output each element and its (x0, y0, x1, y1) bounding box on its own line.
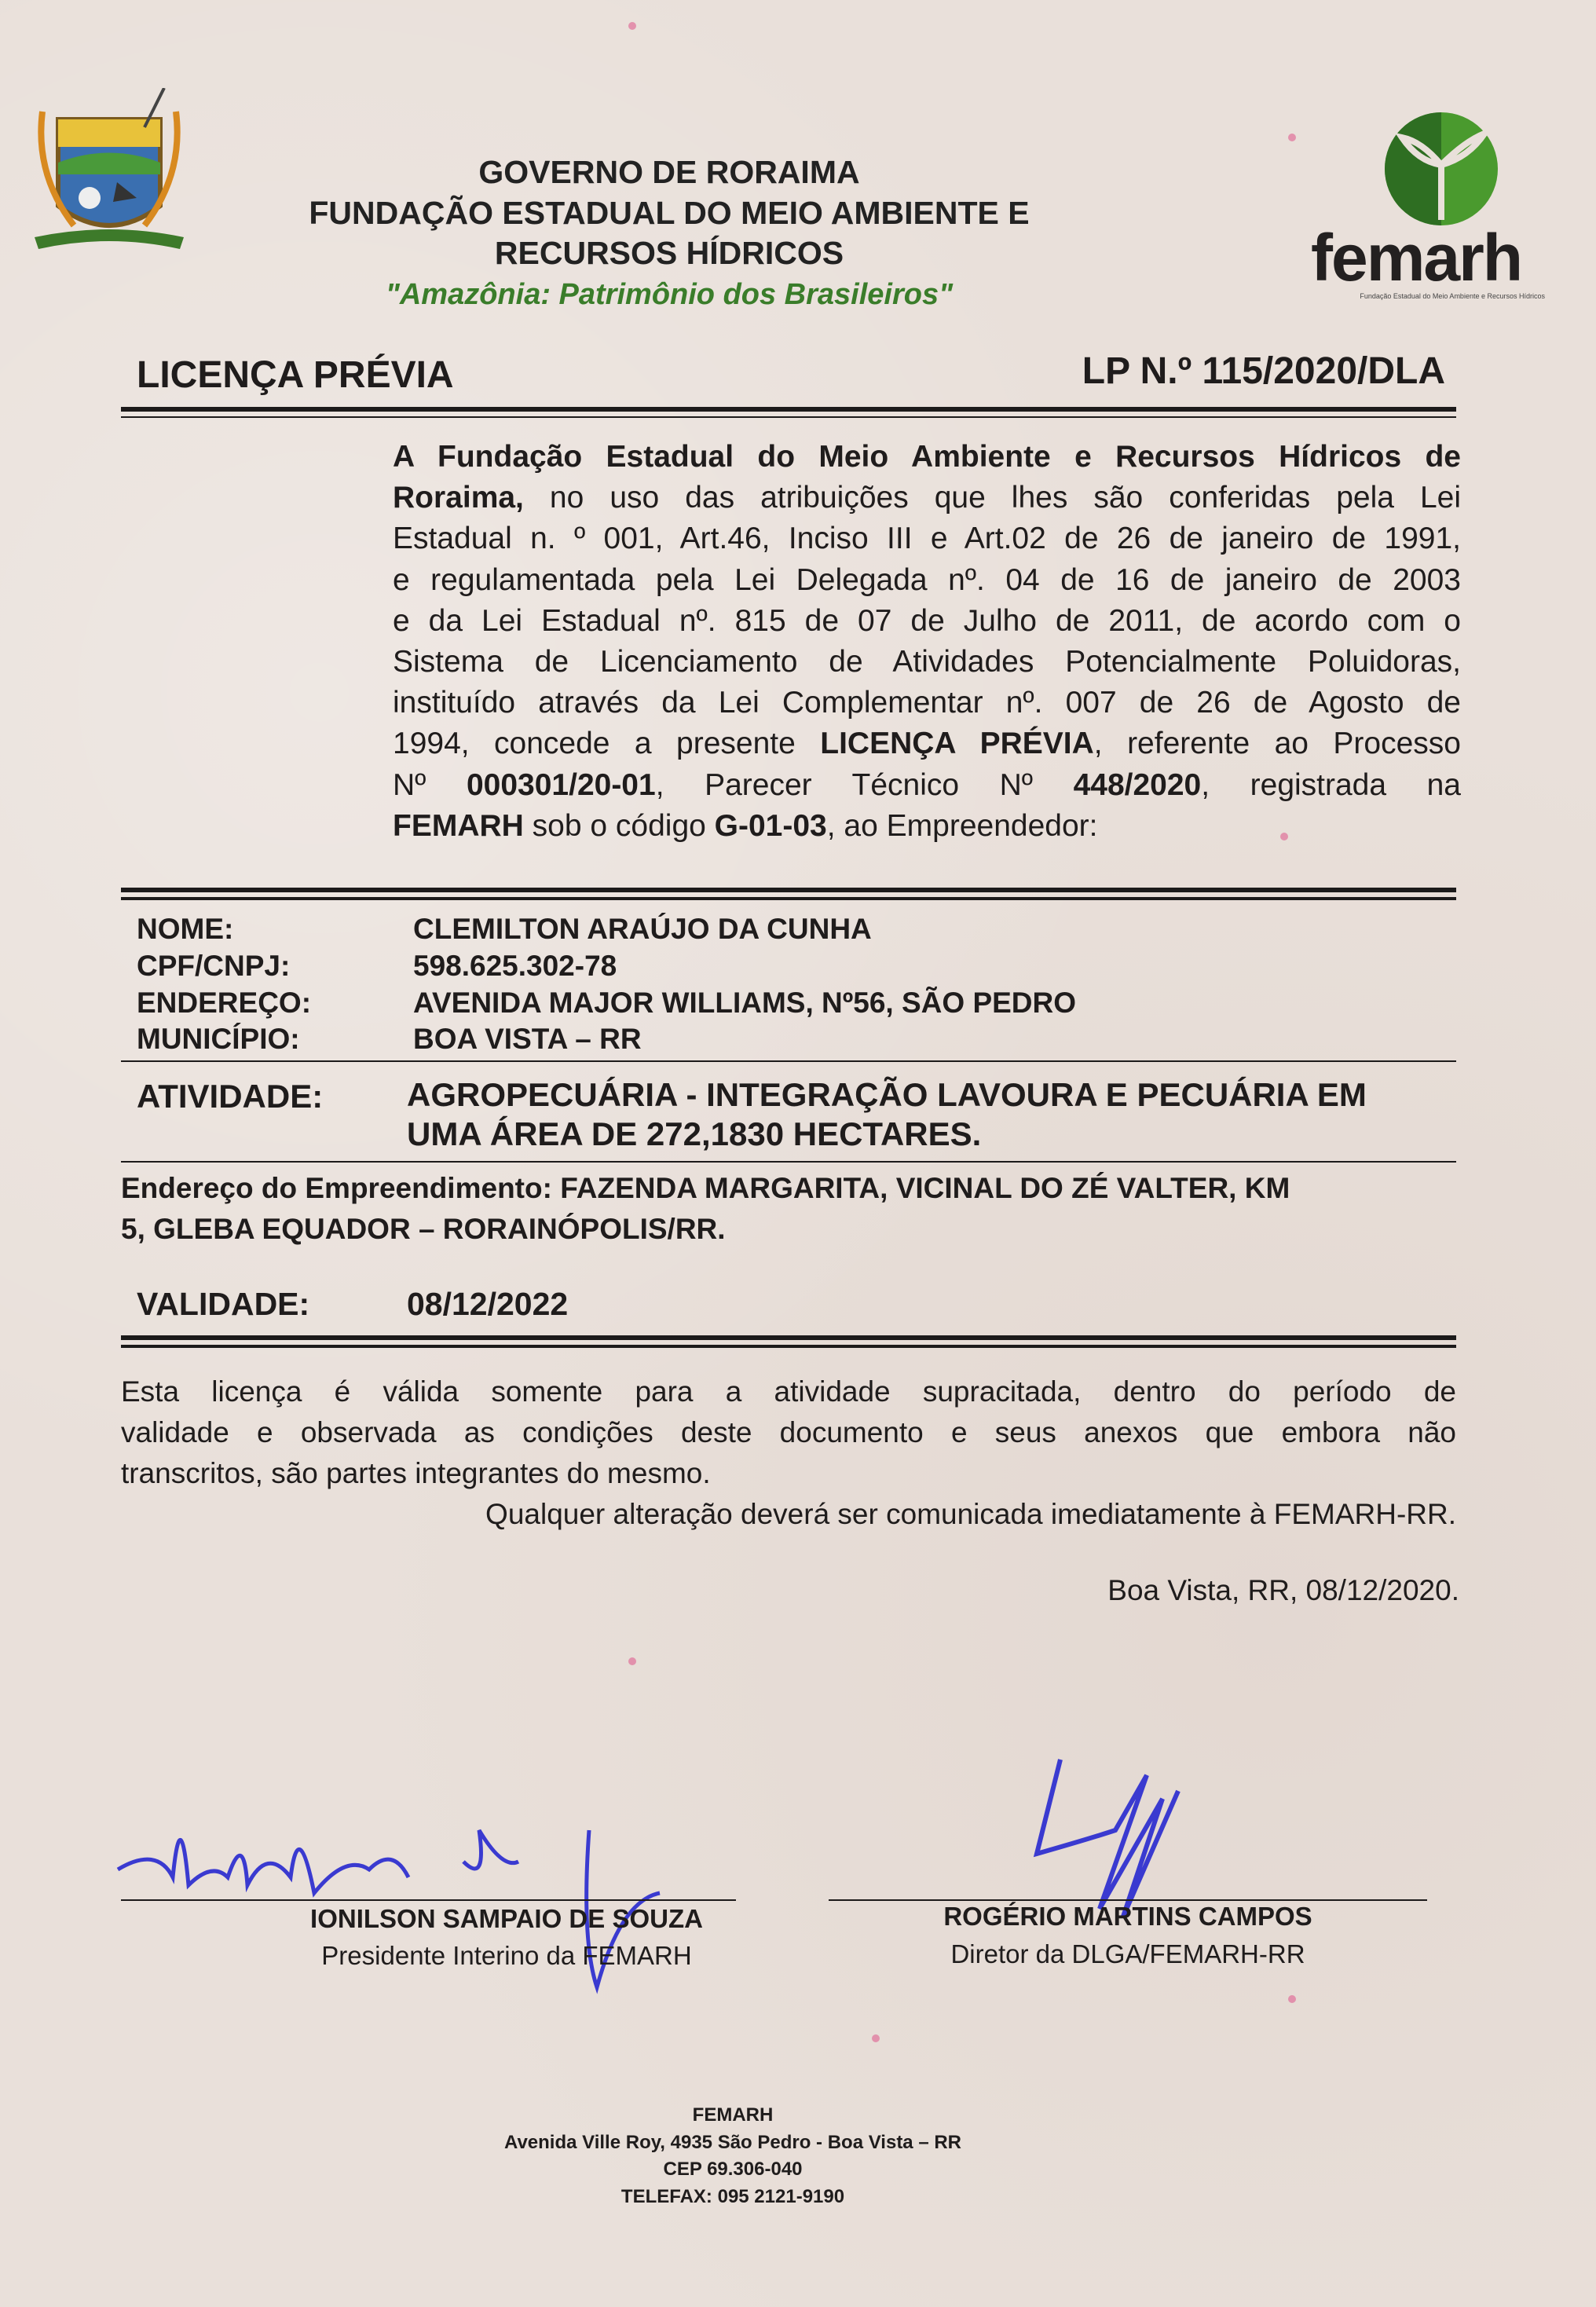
municipio-label: MUNICÍPIO: (137, 1023, 300, 1055)
intro-line: e da Lei Estadual nº. 815 de 07 de Julho de 2011, de acordo com o (393, 603, 1461, 638)
cpf-label: CPF/CNPJ: (137, 950, 291, 982)
divider (121, 407, 1456, 412)
femarh-leaf-icon (1375, 110, 1508, 228)
divider (121, 416, 1456, 418)
signer-role: Diretor da DLGA/FEMARH-RR (950, 1939, 1305, 1968)
intro-text: , referente ao Processo (1093, 727, 1461, 761)
header-resources: RECURSOS HÍDRICOS (494, 235, 844, 271)
closing-line: Qualquer alteração deverá ser comunicada imediatamente à FEMARH-RR. (485, 1498, 1456, 1530)
paper-fiber-dot (872, 2034, 880, 2042)
intro-line: instituído através da Lei Complementar nº. 007 de 26 de Agosto de (393, 686, 1461, 720)
header-foundation: FUNDAÇÃO ESTADUAL DO MEIO AMBIENTE E (309, 195, 1030, 231)
closing-line: Esta licença é válida somente para a atividade supracitada, dentro do período de (121, 1375, 1456, 1408)
signer-role: Presidente Interino da FEMARH (321, 1941, 692, 1970)
intro-line: Estadual n. º 001, Art.46, Inciso III e Art.02 de 26 de janeiro de 1991, (393, 522, 1461, 556)
paper-fiber-dot (1288, 1995, 1296, 2003)
atividade-value-line2: UMA ÁREA DE 272,1830 HECTARES. (407, 1115, 982, 1152)
cpf-value: 598.625.302-78 (413, 950, 617, 982)
paper-fiber-dot (628, 22, 636, 30)
intro-text: sob o código (523, 808, 715, 843)
signature-line (829, 1899, 1427, 1901)
footer-address: Avenida Ville Roy, 4935 São Pedro - Boa Vista – RR (504, 2131, 961, 2153)
document-title: LICENÇA PRÉVIA (137, 354, 454, 396)
divider (121, 897, 1456, 900)
intro-text: , ao Empreendedor: (826, 808, 1098, 843)
signature-line (121, 1899, 736, 1901)
endereco-value: AVENIDA MAJOR WILLIAMS, Nº56, SÃO PEDRO (413, 987, 1077, 1019)
intro-paragraph (393, 437, 1461, 847)
paper-fiber-dot (1280, 833, 1288, 840)
intro-line: Sistema de Licenciamento de Atividades Potencialmente Poluidoras, (393, 644, 1461, 679)
intro-text: no uso das atribuições que lhes são conferidas pela Lei (523, 481, 1461, 515)
intro-line (393, 723, 1461, 764)
intro-text: , Parecer Técnico Nº (655, 767, 1074, 802)
intro-line (393, 765, 1461, 806)
intro-bold: FEMARH (393, 808, 524, 843)
closing-line: transcritos, são partes integrantes do mesmo. (121, 1457, 711, 1489)
signer-name: IONILSON SAMPAIO DE SOUZA (310, 1904, 703, 1933)
intro-bold: LICENÇA PRÉVIA (820, 727, 1094, 761)
endereco-label: ENDEREÇO: (137, 987, 312, 1019)
code: G-01-03 (714, 808, 827, 843)
closing-line: validade e observada as condições deste documento e seus anexos que embora não (121, 1416, 1456, 1448)
nome-value: CLEMILTON ARAÚJO DA CUNHA (413, 913, 872, 945)
intro-text: Nº (393, 767, 467, 802)
femarh-logo (1309, 110, 1553, 314)
intro-line (393, 478, 1461, 518)
femarh-logo-subtext: Fundação Estadual do Meio Ambiente e Recursos Hídricos (1360, 292, 1545, 300)
validade-value: 08/12/2022 (407, 1286, 569, 1322)
roraima-coat-of-arms-icon (27, 88, 192, 265)
divider (121, 1161, 1456, 1163)
intro-text: , registrada na (1201, 767, 1461, 802)
validade-label: VALIDADE: (137, 1286, 310, 1322)
footer-org: FEMARH (692, 2104, 774, 2126)
closing-paragraph (121, 1371, 1456, 1535)
intro-line: A Fundação Estadual do Meio Ambiente e Recursos Hídricos de (393, 440, 1461, 474)
license-number: LP N.º 115/2020/DLA (1082, 350, 1445, 392)
nome-label: NOME: (137, 913, 234, 945)
signer-name: ROGÉRIO MARTINS CAMPOS (943, 1902, 1312, 1931)
intro-bold: Roraima, (393, 481, 524, 515)
intro-line: e regulamentada pela Lei Delegada nº. 04 de 16 de janeiro de 2003 (393, 562, 1461, 597)
signature-scribble-icon (1021, 1752, 1194, 1924)
header-government: GOVERNO DE RORAIMA (478, 154, 860, 190)
footer (419, 2102, 1047, 2210)
footer-cep: CEP 69.306-040 (663, 2159, 803, 2180)
process-number: 000301/20-01 (466, 767, 656, 802)
divider (121, 888, 1456, 892)
footer-phone: TELEFAX: 095 2121-9190 (620, 2185, 845, 2207)
intro-line (393, 806, 1461, 847)
intro-text: 1994, concede a presente (393, 727, 821, 761)
header-motto: "Amazônia: Patrimônio dos Brasileiros" (385, 278, 954, 311)
divider (121, 1335, 1456, 1340)
empreendimento-address-line1: Endereço do Empreendimento: FAZENDA MARGARITA, VICINAL DO ZÉ VALTER, KM (121, 1172, 1290, 1204)
divider (121, 1345, 1456, 1348)
atividade-value-line1: AGROPECUÁRIA - INTEGRAÇÃO LAVOURA E PECUÁRIA EM (407, 1076, 1367, 1113)
technical-opinion-number: 448/2020 (1073, 767, 1202, 802)
paper-fiber-dot (1288, 134, 1296, 141)
empreendimento-address-line2: 5, GLEBA EQUADOR – RORAINÓPOLIS/RR. (121, 1213, 726, 1245)
femarh-logo-text: femarh (1311, 221, 1522, 295)
atividade-label: ATIVIDADE: (137, 1078, 324, 1115)
divider (121, 1060, 1456, 1062)
place-date: Boa Vista, RR, 08/12/2020. (1107, 1574, 1459, 1606)
municipio-value: BOA VISTA – RR (413, 1023, 642, 1055)
paper-fiber-dot (628, 1657, 636, 1665)
